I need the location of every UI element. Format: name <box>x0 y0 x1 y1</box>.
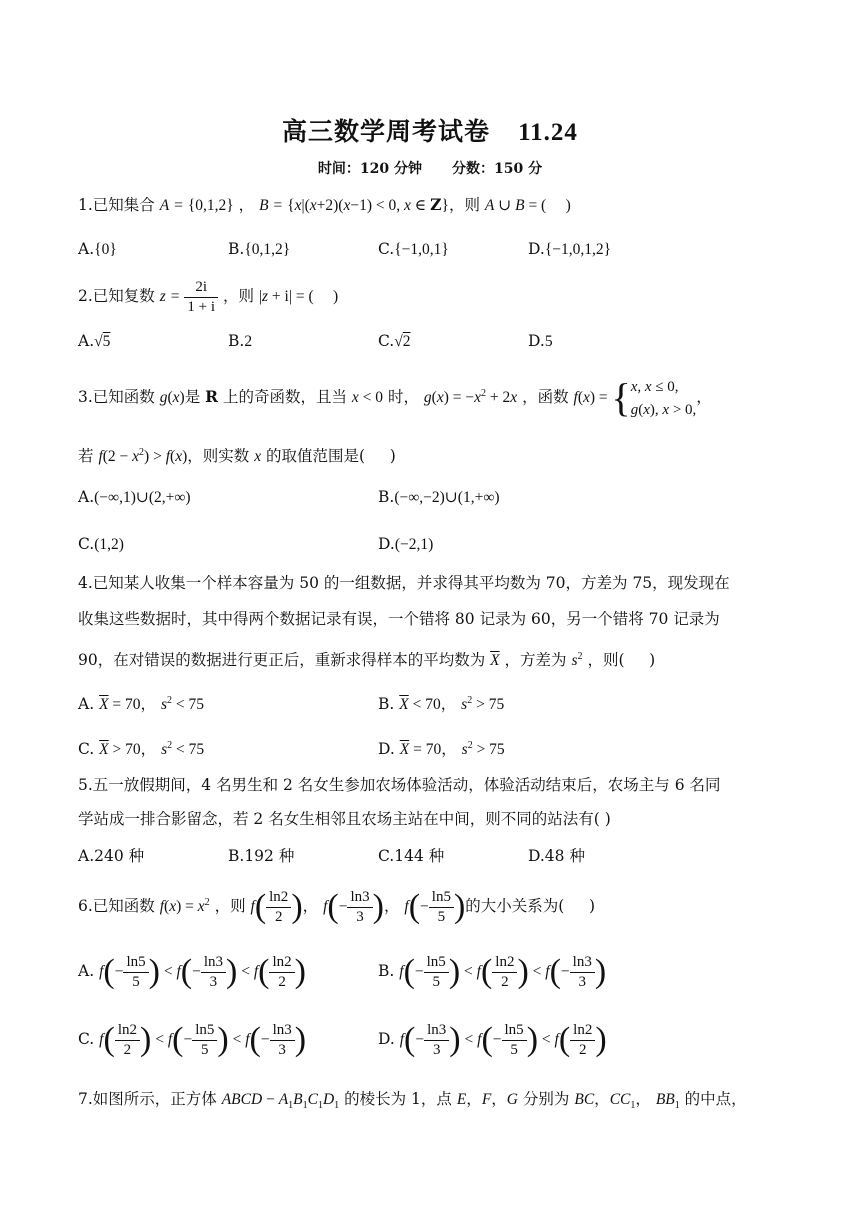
q5-option-c: C.144 种 <box>378 847 445 865</box>
page-title <box>0 112 860 148</box>
exam-date: 11.24 <box>518 119 578 146</box>
q1-option-c: C.{−1,0,1} <box>378 240 449 258</box>
score-label: 分数：150 分 <box>452 161 543 177</box>
q5-option-d: D.48 种 <box>528 847 585 865</box>
exam-title: 高三数学周考试卷 <box>282 117 491 146</box>
q2-option-d: D.5 <box>528 332 553 350</box>
q3-stem-line1: 3.已知函数 g(x)是 R 上的奇函数，且当 x < 0 时， $g(x) = -x^2 + 2x$ ，函数 f(x) = { x, x ≤ 0, g(x), x > 0, ， <box>78 375 712 421</box>
q3-option-d: D.(−2,1) <box>378 535 434 553</box>
time-label: 时间：120 分钟 <box>317 161 422 177</box>
q5-option-b: B.192 种 <box>228 847 295 865</box>
q6-stem: 6.已知函数 $f(x) = x^2$ ，则 f( $\frac{\ln 2}{2}$ )， f(− $\frac{\ln 3}{3}$ )， f(− $\frac{\ln 5}{5}$ )的大小关系为( ) <box>78 888 596 926</box>
q6-option-b: B. f(− $\frac{\ln 5}{5}$ ) < f( $\frac{\ln 2}{2}$ ) < f(− $\frac{\ln 3}{3}$ ) <box>378 953 607 990</box>
q1-option-b: B.{0,1,2} <box>228 240 291 258</box>
q7-stem: 7.如图所示，正方体 ABCD − $A_1B_1C_1D_1$ 的棱长为 1，点 E，F，G 分别为 BC，$CC_1$， $BB_1$ 的中点， <box>78 1090 747 1112</box>
q2-option-c: C.√2 <box>378 332 411 350</box>
q6-option-d: D. f(− $\frac{\ln 3}{3}$ ) < f(− $\frac{\ln 5}{5}$ ) < f( $\frac{\ln 2}{2}$ ) <box>378 1021 607 1058</box>
q5-option-a: A.240 种 <box>78 847 145 865</box>
q5-line1: 5.五一放假期间，4 名男生和 2 名女生参加农场体验活动，体验活动结束后，农场主与 6 名同 <box>78 776 721 794</box>
q1-stem: 1.已知集合 A = {0,1,2} ， B = {x|(x+2)(x−1) < 0, x ∈ Z}，则 A ∪ B = ( ) <box>78 195 571 214</box>
exam-info <box>0 158 860 178</box>
q3-option-c: C.(1,2) <box>78 535 124 553</box>
q4-line3: 90，在对错误的数据进行更正后，重新求得样本的平均数为 $\overline{X}$ ，方差为 $s^2$ ，则( ) <box>78 651 656 670</box>
q1-option-a: A.{0} <box>78 240 117 258</box>
q2-option-b: B.2 <box>228 332 253 350</box>
q4-option-c: C. $\overline{X} > 70$， $s^2 < 75$ <box>78 739 205 758</box>
q3-option-a: A.(−∞,1)∪(2,+∞) <box>78 488 191 506</box>
q2-option-a: A.√5 <box>78 332 111 350</box>
q4-option-b: B. $\overline{X} < 70$， $s^2 > 75$ <box>378 694 505 713</box>
q4-line2: 收集这些数据时，其中得两个数据记录有误，一个错将 80 记录为 60，另一个错将 70 记录为 <box>78 610 720 628</box>
q1-option-d: D.{−1,0,1,2} <box>528 240 612 258</box>
q4-line1: 4.已知某人收集一个样本容量为 50 的一组数据，并求得其平均数为 70，方差为 75，现发现在 <box>78 574 730 592</box>
q2-stem: 2.已知复数 z = $\frac{2i}{1 + i}$ ，则 |z + i| = ( ) <box>78 278 339 315</box>
q3-option-b: B.(−∞,−2)∪(1,+∞) <box>378 488 500 506</box>
q4-option-a: A. $\overline{X} = 70$， $s^2 < 75$ <box>78 694 205 713</box>
q3-stem-line2: 若 $f(2 - x^2) > f(x)$，则实数 x 的取值范围是( ) <box>78 447 396 466</box>
q6-option-c: C. f( $\frac{\ln 2}{2}$ ) < f(− $\frac{\ln 5}{5}$ ) < f(− $\frac{\ln 3}{3}$ ) <box>78 1021 307 1058</box>
q4-option-d: D. $\overline{X} = 70$， $s^2 > 75$ <box>378 739 505 758</box>
q5-line2: 学站成一排合影留念，若 2 名女生相邻且农场主站在中间，则不同的站法有( ) <box>78 810 611 828</box>
q6-option-a: A. f(− $\frac{\ln 5}{5}$ ) < f(− $\frac{\ln 3}{3}$ ) < f( $\frac{\ln 2}{2}$ ) <box>78 953 306 990</box>
